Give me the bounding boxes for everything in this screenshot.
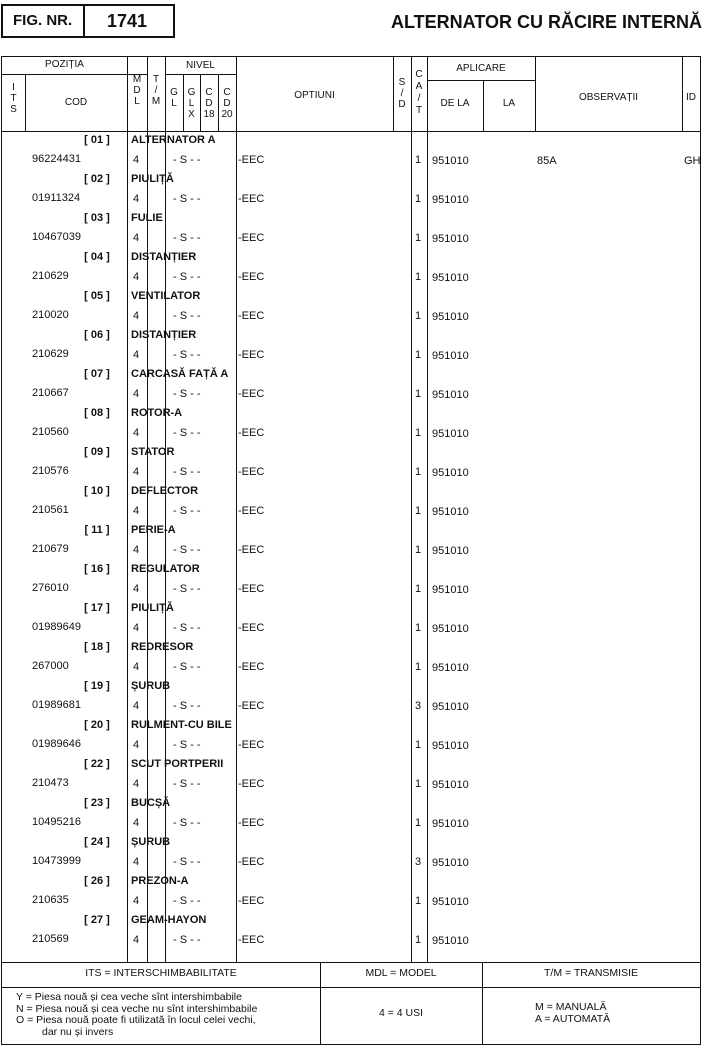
row-position: [ 23 ] bbox=[84, 797, 110, 809]
part-code: 210576 bbox=[32, 465, 69, 477]
part-optiuni: -EEC bbox=[238, 232, 265, 244]
part-code: 210569 bbox=[32, 933, 69, 945]
part-optiuni: -EEC bbox=[238, 661, 265, 673]
part-nivel: - S - - bbox=[173, 934, 201, 946]
figure-label: FIG. NR. bbox=[13, 12, 73, 29]
part-qty: 1 bbox=[415, 271, 422, 283]
header-observatii: OBSERVAȚII bbox=[578, 92, 639, 103]
header-tm: T / M bbox=[151, 74, 161, 107]
mdl-tm-divider bbox=[147, 57, 148, 962]
part-qty: 1 bbox=[415, 427, 422, 439]
part-mdl: 4 bbox=[133, 505, 140, 517]
part-mdl: 4 bbox=[133, 193, 140, 205]
part-qty: 1 bbox=[415, 661, 422, 673]
part-mdl: 4 bbox=[133, 778, 140, 790]
part-name: FULIE bbox=[131, 212, 163, 224]
row-position: [ 26 ] bbox=[84, 875, 110, 887]
part-dela: 951010 bbox=[432, 155, 469, 167]
part-code: 96224431 bbox=[32, 153, 81, 165]
part-qty: 1 bbox=[415, 154, 422, 166]
part-qty: 1 bbox=[415, 310, 422, 322]
part-code: 01989681 bbox=[32, 699, 81, 711]
footer-mdl-title: MDL = MODEL bbox=[365, 967, 437, 979]
part-qty: 3 bbox=[415, 856, 422, 868]
part-mdl: 4 bbox=[133, 154, 140, 166]
footer-tm-title: T/M = TRANSMISIE bbox=[543, 967, 639, 979]
part-code: 01989649 bbox=[32, 621, 81, 633]
part-dela: 951010 bbox=[432, 584, 469, 596]
part-nivel: - S - - bbox=[173, 388, 201, 400]
part-mdl: 4 bbox=[133, 427, 140, 439]
part-mdl: 4 bbox=[133, 232, 140, 244]
part-name: PERIE-A bbox=[131, 524, 176, 536]
part-nivel: - S - - bbox=[173, 895, 201, 907]
part-qty: 1 bbox=[415, 583, 422, 595]
part-mdl: 4 bbox=[133, 895, 140, 907]
header-cat: C A / T bbox=[415, 69, 423, 116]
part-nivel: - S - - bbox=[173, 193, 201, 205]
part-optiuni: -EEC bbox=[238, 583, 265, 595]
part-qty: 1 bbox=[415, 505, 422, 517]
part-dela: 951010 bbox=[432, 701, 469, 713]
part-nivel: - S - - bbox=[173, 232, 201, 244]
part-code: 10467039 bbox=[32, 231, 81, 243]
part-optiuni: -EEC bbox=[238, 856, 265, 868]
part-name: VENTILATOR bbox=[131, 290, 201, 302]
part-optiuni: -EEC bbox=[238, 934, 265, 946]
part-name: STATOR bbox=[131, 446, 175, 458]
part-qty: 1 bbox=[415, 466, 422, 478]
row-position: [ 07 ] bbox=[84, 368, 110, 380]
header-id: ID bbox=[686, 92, 696, 103]
part-dela: 951010 bbox=[432, 896, 469, 908]
row-position: [ 01 ] bbox=[84, 134, 110, 146]
part-mdl: 4 bbox=[133, 583, 140, 595]
part-code: 276010 bbox=[32, 582, 69, 594]
part-qty: 1 bbox=[415, 349, 422, 361]
part-code: 01989646 bbox=[32, 738, 81, 750]
part-nivel: - S - - bbox=[173, 661, 201, 673]
row-position: [ 09 ] bbox=[84, 446, 110, 458]
row-position: [ 08 ] bbox=[84, 407, 110, 419]
part-dela: 951010 bbox=[432, 935, 469, 947]
part-nivel: - S - - bbox=[173, 817, 201, 829]
part-name: REGULATOR bbox=[131, 563, 200, 575]
part-name: ROTOR-A bbox=[131, 407, 183, 419]
part-code: 210629 bbox=[32, 348, 69, 360]
footer-top-line bbox=[2, 962, 700, 963]
part-name: PREZON-A bbox=[131, 875, 189, 887]
part-name: ȘURUB bbox=[131, 680, 171, 692]
part-name: ALTERNATOR A bbox=[131, 134, 216, 146]
part-nivel: - S - - bbox=[173, 739, 201, 751]
figure-number: 1741 bbox=[107, 11, 148, 31]
aplicare-divider bbox=[427, 80, 535, 81]
row-position: [ 18 ] bbox=[84, 641, 110, 653]
part-optiuni: -EEC bbox=[238, 622, 265, 634]
row-position: [ 11 ] bbox=[84, 524, 110, 536]
part-id: GH bbox=[684, 155, 701, 167]
row-position: [ 16 ] bbox=[84, 563, 110, 575]
part-dela: 951010 bbox=[432, 623, 469, 635]
part-qty: 1 bbox=[415, 193, 422, 205]
part-nivel: - S - - bbox=[173, 856, 201, 868]
figure-separator bbox=[83, 6, 85, 36]
part-mdl: 4 bbox=[133, 700, 140, 712]
part-code: 267000 bbox=[32, 660, 69, 672]
part-nivel: - S - - bbox=[173, 271, 201, 283]
header-cd18: C D 18 bbox=[203, 87, 215, 120]
part-optiuni: -EEC bbox=[238, 739, 265, 751]
part-optiuni: -EEC bbox=[238, 700, 265, 712]
header-bottom-line bbox=[2, 131, 700, 132]
part-qty: 3 bbox=[415, 700, 422, 712]
part-name: SCUT PORTPERII bbox=[131, 758, 224, 770]
part-dela: 951010 bbox=[432, 779, 469, 791]
header-cd20: C D 20 bbox=[221, 87, 233, 120]
header-dela: DE LA bbox=[440, 98, 470, 109]
part-code: 10473999 bbox=[32, 855, 81, 867]
row-position: [ 24 ] bbox=[84, 836, 110, 848]
part-mdl: 4 bbox=[133, 817, 140, 829]
header-its: I T S bbox=[10, 82, 17, 115]
part-optiuni: -EEC bbox=[238, 271, 265, 283]
part-dela: 951010 bbox=[432, 233, 469, 245]
header-nivel: NIVEL bbox=[186, 60, 215, 71]
part-dela: 951010 bbox=[432, 545, 469, 557]
part-optiuni: -EEC bbox=[238, 193, 265, 205]
pozitia-divider bbox=[2, 74, 147, 75]
part-mdl: 4 bbox=[133, 739, 140, 751]
tm-nivel-divider bbox=[165, 57, 166, 962]
header-mdl: M D L bbox=[132, 74, 142, 107]
part-mdl: 4 bbox=[133, 544, 140, 556]
part-name: ȘURUB bbox=[131, 836, 171, 848]
header-optiuni: OPTIUNI bbox=[294, 90, 335, 101]
row-position: [ 05 ] bbox=[84, 290, 110, 302]
part-nivel: - S - - bbox=[173, 583, 201, 595]
part-mdl: 4 bbox=[133, 271, 140, 283]
part-name: GEAM-HAYON bbox=[131, 914, 207, 926]
part-dela: 951010 bbox=[432, 857, 469, 869]
part-optiuni: -EEC bbox=[238, 310, 265, 322]
part-nivel: - S - - bbox=[173, 466, 201, 478]
part-dela: 951010 bbox=[432, 272, 469, 284]
figure-number-box bbox=[1, 4, 175, 38]
footer-its-title: ITS = INTERSCHIMBABILITATE bbox=[85, 967, 237, 979]
part-qty: 1 bbox=[415, 934, 422, 946]
part-name: REDRESOR bbox=[131, 641, 194, 653]
part-optiuni: -EEC bbox=[238, 817, 265, 829]
part-dela: 951010 bbox=[432, 428, 469, 440]
row-position: [ 27 ] bbox=[84, 914, 110, 926]
part-code: 210020 bbox=[32, 309, 69, 321]
cod-mdl-divider bbox=[127, 57, 128, 962]
row-position: [ 03 ] bbox=[84, 212, 110, 224]
part-mdl: 4 bbox=[133, 349, 140, 361]
row-position: [ 19 ] bbox=[84, 680, 110, 692]
part-code: 210679 bbox=[32, 543, 69, 555]
part-nivel: - S - - bbox=[173, 349, 201, 361]
part-code: 210560 bbox=[32, 426, 69, 438]
part-name: DISTANȚIER bbox=[131, 329, 197, 341]
part-qty: 1 bbox=[415, 895, 422, 907]
footer-tm-legend: M = MANUALĂ A = AUTOMATĂ bbox=[535, 1001, 611, 1025]
part-dela: 951010 bbox=[432, 662, 469, 674]
part-nivel: - S - - bbox=[173, 427, 201, 439]
part-mdl: 4 bbox=[133, 622, 140, 634]
part-optiuni: -EEC bbox=[238, 895, 265, 907]
row-position: [ 06 ] bbox=[84, 329, 110, 341]
part-nivel: - S - - bbox=[173, 505, 201, 517]
header-sd: S / D bbox=[398, 77, 406, 110]
part-mdl: 4 bbox=[133, 388, 140, 400]
part-qty: 1 bbox=[415, 778, 422, 790]
part-dela: 951010 bbox=[432, 311, 469, 323]
part-code: 01911324 bbox=[32, 192, 81, 204]
part-code: 210629 bbox=[32, 270, 69, 282]
parts-table bbox=[1, 56, 701, 1045]
row-position: [ 10 ] bbox=[84, 485, 110, 497]
part-name: DEFLECTOR bbox=[131, 485, 199, 497]
nivel-optiuni-divider bbox=[236, 57, 237, 962]
part-code: 210635 bbox=[32, 894, 69, 906]
part-code: 210473 bbox=[32, 777, 69, 789]
part-code: 210561 bbox=[32, 504, 69, 516]
part-name: DISTANȚIER bbox=[131, 251, 197, 263]
part-code: 10495216 bbox=[32, 816, 81, 828]
row-position: [ 22 ] bbox=[84, 758, 110, 770]
header-aplicare: APLICARE bbox=[456, 63, 506, 74]
part-optiuni: -EEC bbox=[238, 505, 265, 517]
part-mdl: 4 bbox=[133, 661, 140, 673]
footer-its-legend: Y = Piesa nouă și cea veche sînt intershimbabile N = Piesa nouă și cea veche nu sînt intershimbabile O = Piesa nouă poate fi utilizată în locul celei vechi, dar nu și invers bbox=[16, 991, 258, 1038]
part-name: BUCȘĂ bbox=[131, 797, 171, 809]
part-mdl: 4 bbox=[133, 856, 140, 868]
cat-dela-divider bbox=[427, 57, 428, 962]
part-mdl: 4 bbox=[133, 310, 140, 322]
sd-cat-divider bbox=[411, 57, 412, 962]
part-mdl: 4 bbox=[133, 934, 140, 946]
header-cod: COD bbox=[64, 97, 88, 108]
row-position: [ 04 ] bbox=[84, 251, 110, 263]
part-optiuni: -EEC bbox=[238, 544, 265, 556]
part-name: PIULIȚĂ bbox=[131, 173, 174, 185]
part-observatii: 85A bbox=[537, 155, 557, 167]
header-la: LA bbox=[502, 98, 516, 109]
part-qty: 1 bbox=[415, 544, 422, 556]
part-nivel: - S - - bbox=[173, 154, 201, 166]
part-mdl: 4 bbox=[133, 466, 140, 478]
part-optiuni: -EEC bbox=[238, 349, 265, 361]
part-dela: 951010 bbox=[432, 740, 469, 752]
part-nivel: - S - - bbox=[173, 700, 201, 712]
part-nivel: - S - - bbox=[173, 622, 201, 634]
part-code: 210667 bbox=[32, 387, 69, 399]
header-gl: G L bbox=[170, 87, 178, 109]
part-dela: 951010 bbox=[432, 389, 469, 401]
part-optiuni: -EEC bbox=[238, 154, 265, 166]
row-position: [ 20 ] bbox=[84, 719, 110, 731]
part-qty: 1 bbox=[415, 232, 422, 244]
part-nivel: - S - - bbox=[173, 778, 201, 790]
part-dela: 951010 bbox=[432, 350, 469, 362]
part-dela: 951010 bbox=[432, 194, 469, 206]
part-qty: 1 bbox=[415, 388, 422, 400]
part-qty: 1 bbox=[415, 622, 422, 634]
part-name: CARCASĂ FAȚĂ A bbox=[131, 368, 229, 380]
row-position: [ 17 ] bbox=[84, 602, 110, 614]
page-title: ALTERNATOR CU RĂCIRE INTERNĂ bbox=[391, 12, 702, 32]
part-name: PIULIȚĂ bbox=[131, 602, 174, 614]
part-name: RULMENT-CU BILE bbox=[131, 719, 232, 731]
part-dela: 951010 bbox=[432, 506, 469, 518]
row-position: [ 02 ] bbox=[84, 173, 110, 185]
header-glx: G L X bbox=[187, 87, 196, 120]
part-optiuni: -EEC bbox=[238, 388, 265, 400]
part-dela: 951010 bbox=[432, 467, 469, 479]
part-nivel: - S - - bbox=[173, 310, 201, 322]
part-qty: 1 bbox=[415, 739, 422, 751]
header-pozitia: POZIȚIA bbox=[45, 59, 84, 70]
part-optiuni: -EEC bbox=[238, 466, 265, 478]
part-qty: 1 bbox=[415, 817, 422, 829]
part-optiuni: -EEC bbox=[238, 778, 265, 790]
part-nivel: - S - - bbox=[173, 544, 201, 556]
part-dela: 951010 bbox=[432, 818, 469, 830]
part-optiuni: -EEC bbox=[238, 427, 265, 439]
footer-title-line bbox=[2, 987, 700, 988]
footer-mdl-value: 4 = 4 USI bbox=[378, 1007, 424, 1019]
